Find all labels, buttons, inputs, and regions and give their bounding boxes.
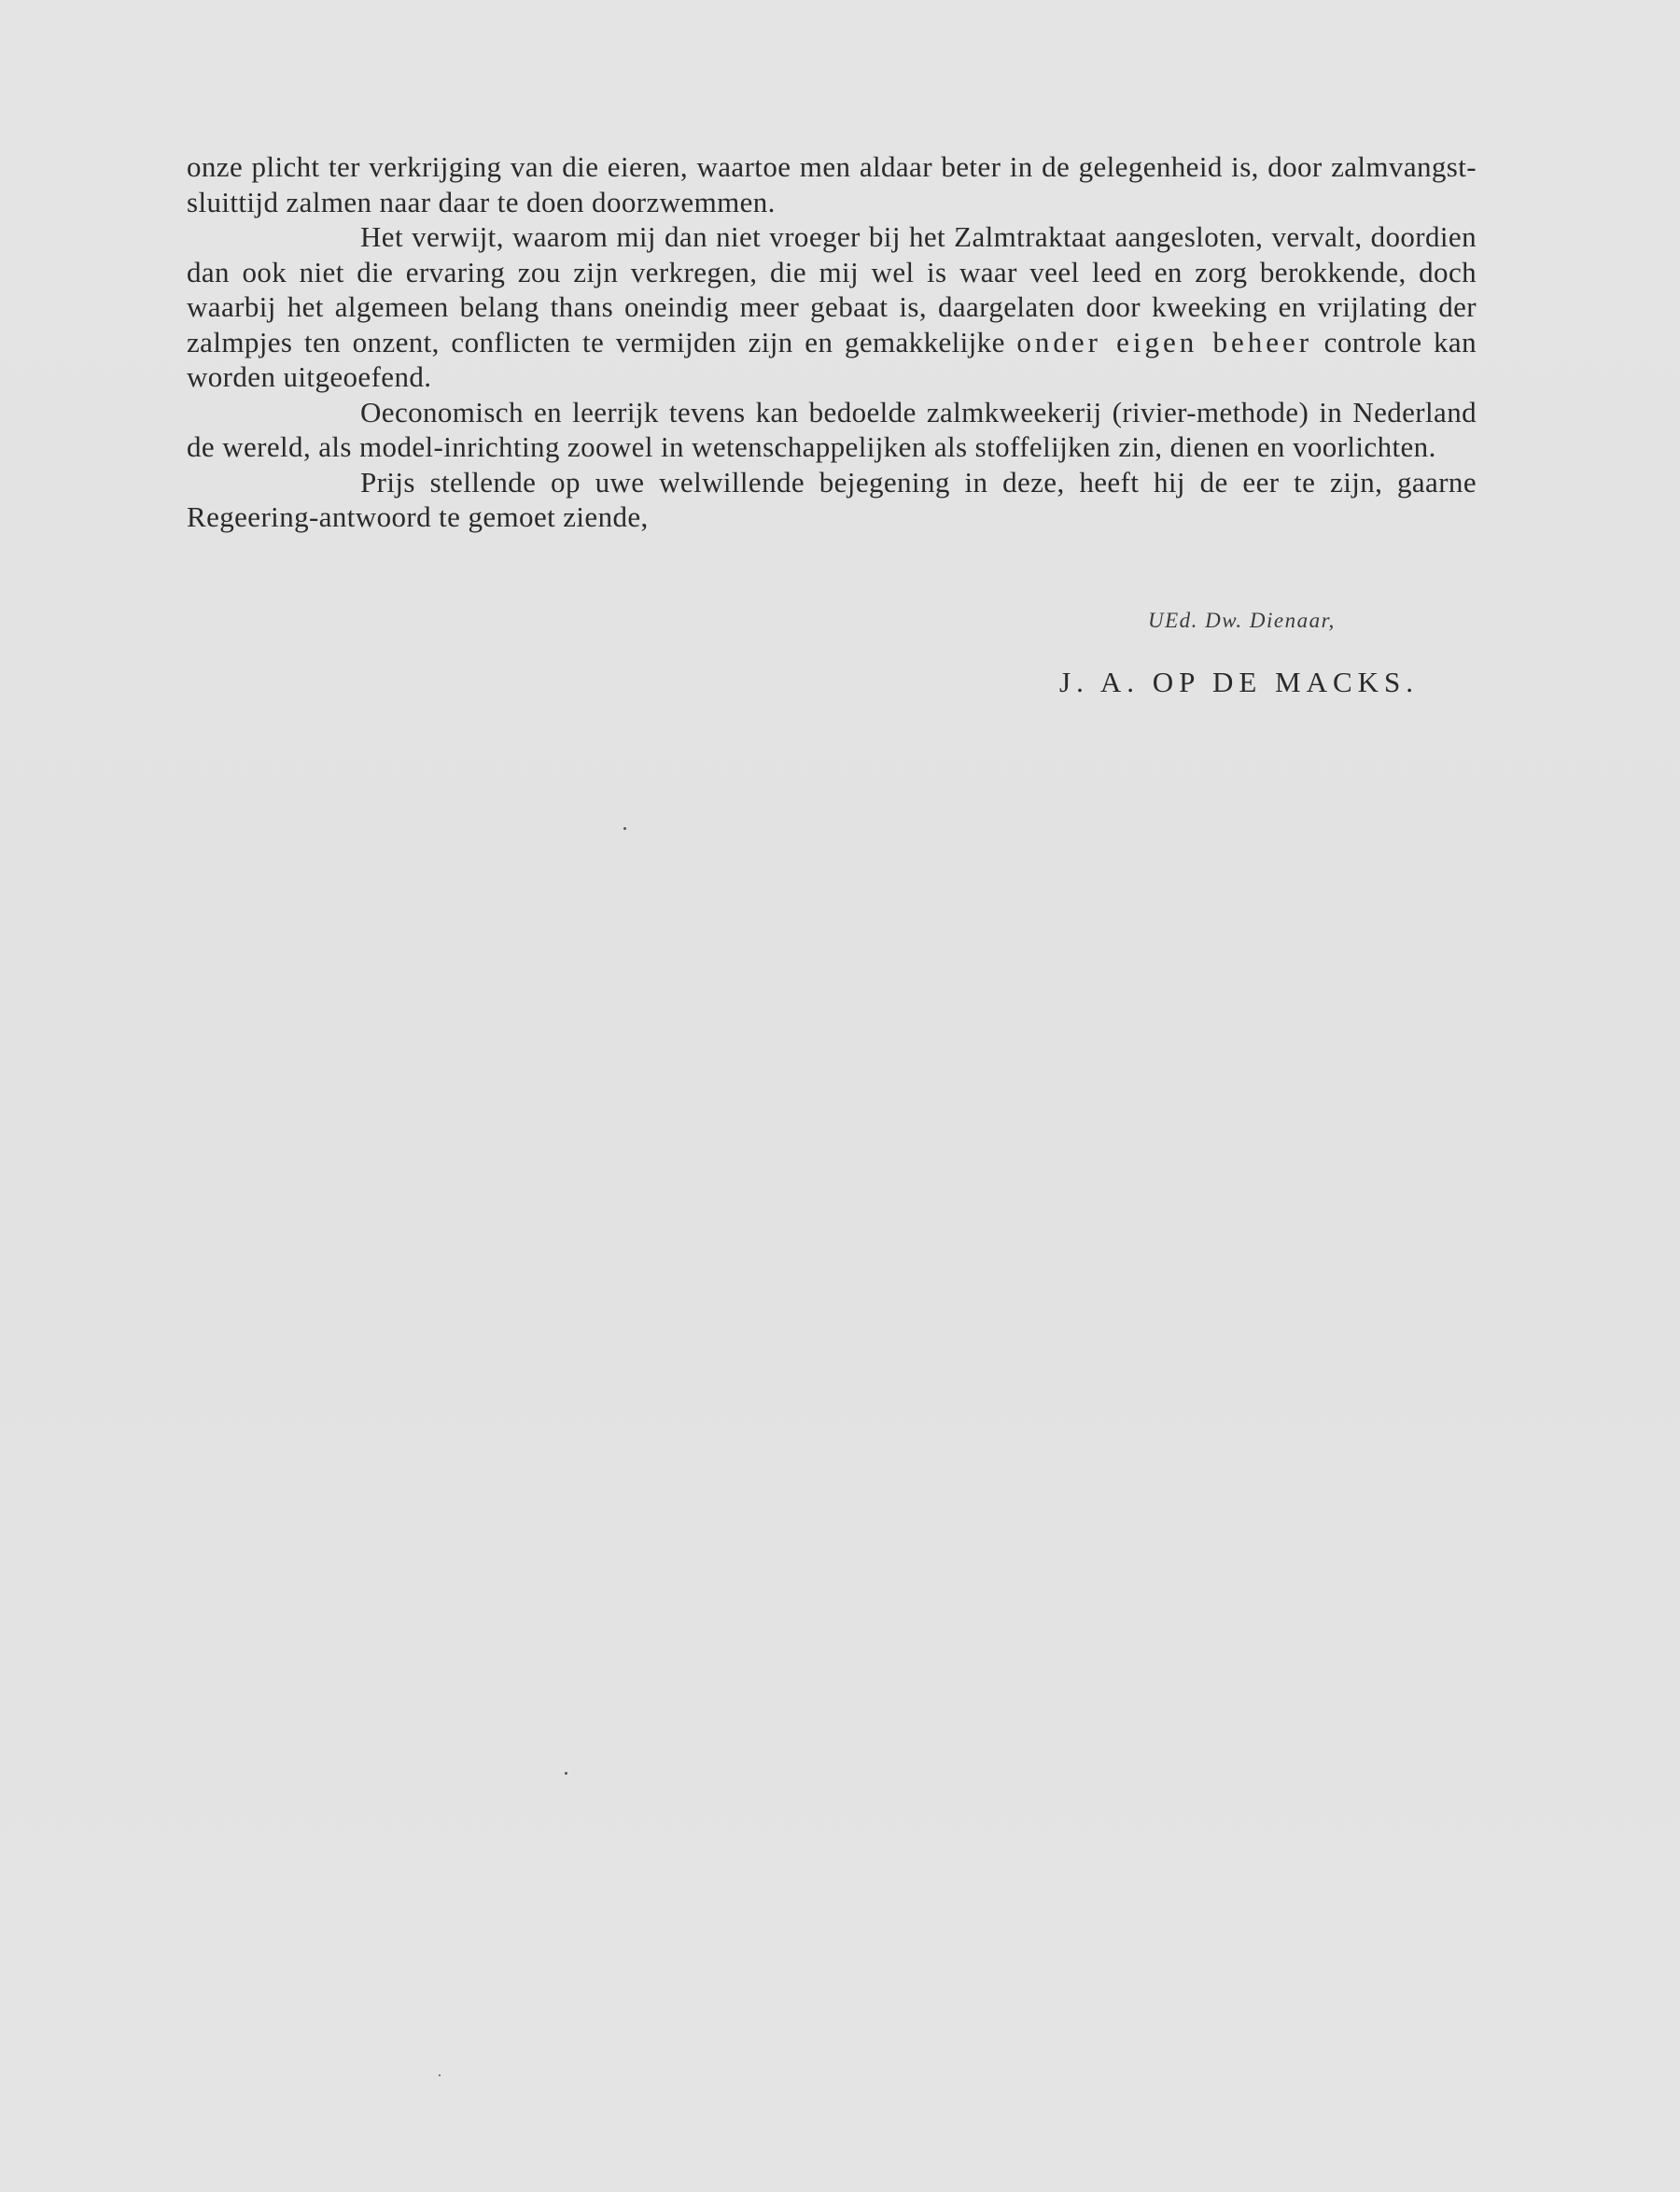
scan-speck <box>565 1772 567 1775</box>
paragraph-1 <box>187 149 1477 219</box>
paragraph-4-text: Prijs stellende op uwe welwillende bejegening in deze, heeft hij de eer te zijn, gaarne Regeering-antwoord te gemoet ziende, <box>187 465 1477 533</box>
paragraph-2 <box>187 219 1477 395</box>
scan-speck <box>439 2074 441 2076</box>
paragraph-2-text-before: Het verwijt, waarom mij dan niet vroeger bij het Zalmtraktaat aangesloten, vervalt, doordien dan ook niet die ervaring zou zijn verkregen, die mij wel is waar veel leed en zorg berokkende, doch waarbij het algemeen belang thans oneindig meer gebaat is, daargelaten door kweeking en vrijlating der zalmpjes ten onzent, conflicten te vermijden zijn en gemakkelijke <box>187 220 1477 358</box>
signature: J. A. OP DE MACKS. <box>1059 666 1420 698</box>
paragraph-2-text-after: controle kan worden uitgeoefend. <box>187 325 1477 393</box>
paragraph-4 <box>187 465 1477 535</box>
scan-speck <box>623 827 626 830</box>
paragraph-2-spaced-phrase: onder eigen beheer <box>1016 325 1313 358</box>
paragraph-1-text: onze plicht ter verkrijging van die eieren, waartoe men aldaar beter in de gelegenheid is, door zalmvangst-sluittijd zalmen naar daar te doen doorzwemmen. <box>187 150 1477 218</box>
closing-salutation: UEd. Dw. Dienaar, <box>1148 609 1336 632</box>
paragraph-3-text: Oeconomisch en leerrijk tevens kan bedoelde zalmkweekerij (rivier-methode) in Nederland de wereld, als model-inrichting zoowel in wetenschappelijken als stoffelijken zin, dienen en voorlichten. <box>187 395 1477 463</box>
letter-body <box>187 149 1477 535</box>
paragraph-3 <box>187 395 1477 465</box>
